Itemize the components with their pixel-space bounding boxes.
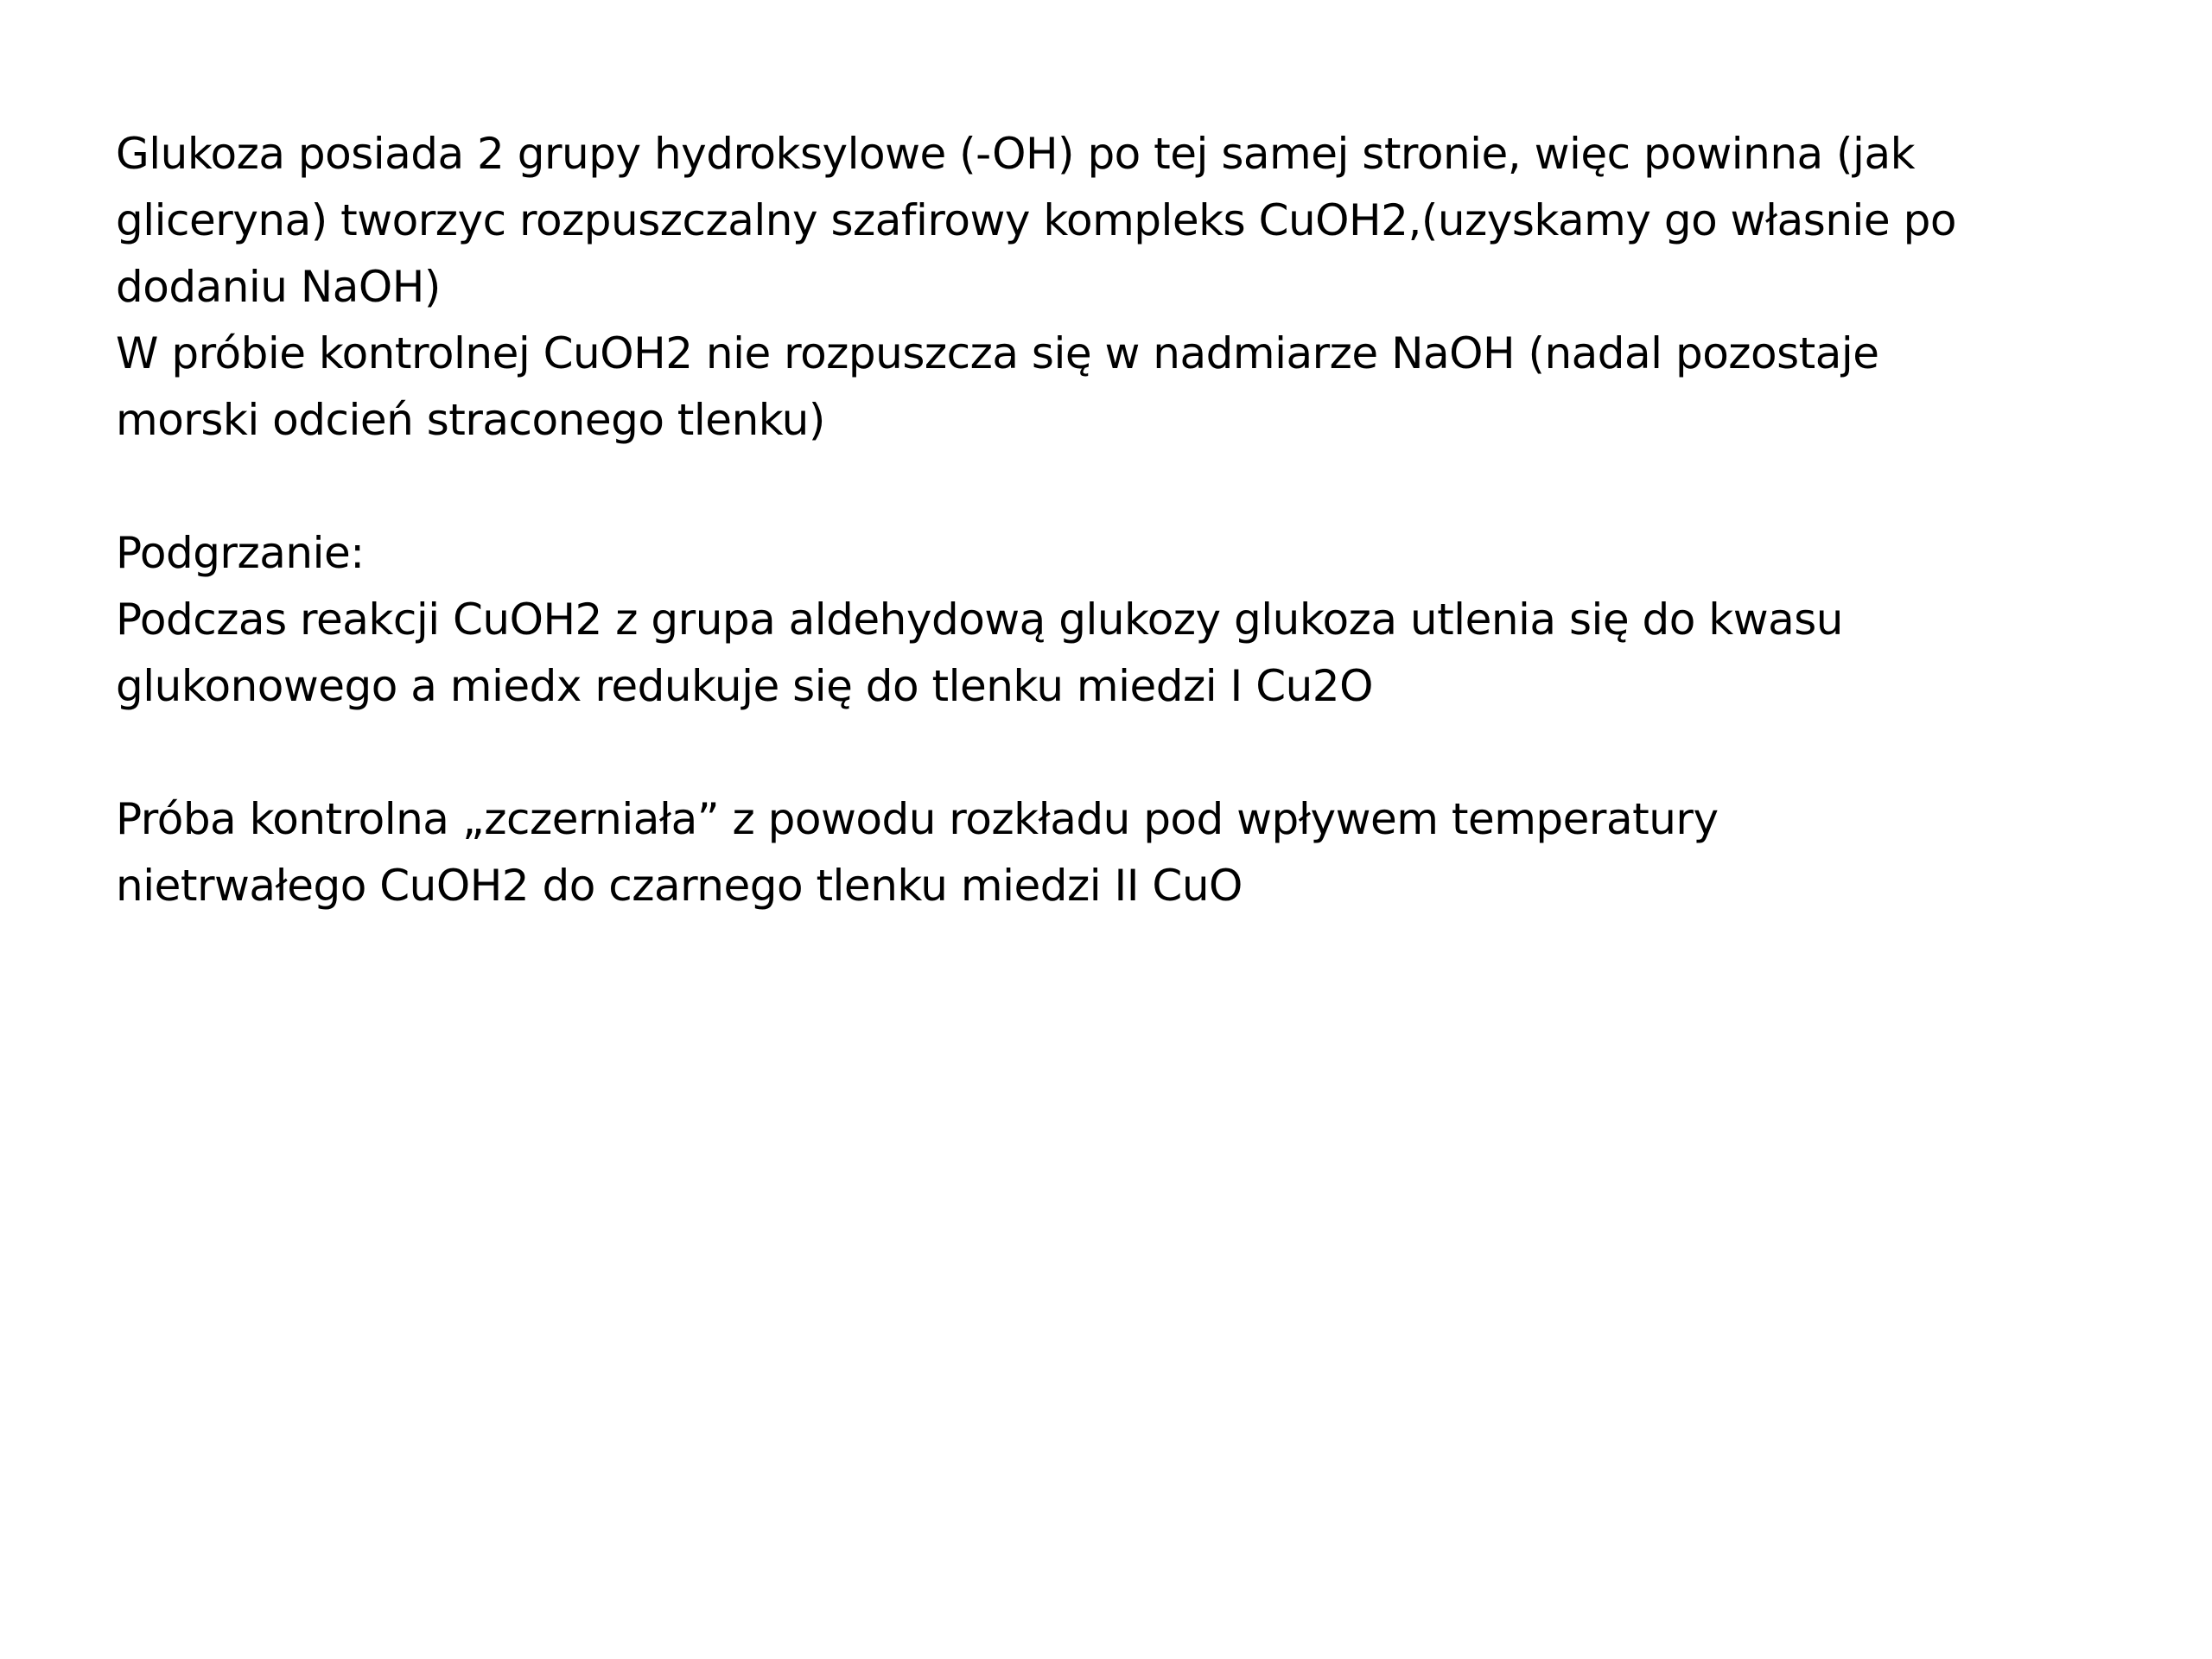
paragraph-glucose-hydroxyl xyxy=(116,121,2129,321)
text-line: Glukoza posiada 2 grupy hydroksylowe (-OH) po tej samej stronie, więc powinna (jak xyxy=(116,129,1916,179)
paragraph-control-sample xyxy=(116,321,2129,454)
text-line: dodaniu NaOH) xyxy=(116,262,441,312)
paragraph-heating-reaction xyxy=(116,587,2129,720)
spacer xyxy=(116,720,2129,786)
text-line: Podczas reakcji CuOH2 z grupa aldehydową glukozy glukoza utlenia się do kwasu xyxy=(116,594,1843,645)
paragraph-heating-heading xyxy=(116,520,2129,587)
text-line: gliceryna) tworzyc rozpuszczalny szafirowy kompleks CuOH2,(uzyskamy go własnie po xyxy=(116,195,1956,245)
text-line: nietrwałego CuOH2 do czarnego tlenku miedzi II CuO xyxy=(116,861,1243,911)
text-line: glukonowego a miedx redukuje się do tlenku miedzi I Cu2O xyxy=(116,661,1373,711)
text-line: Próba kontrolna „zczerniała” z powodu rozkładu pod wpływem temperatury xyxy=(116,794,1719,844)
text-line: W próbie kontrolnej CuOH2 nie rozpuszcza się w nadmiarze NaOH (nadal pozostaje xyxy=(116,328,1879,378)
slide-text-body xyxy=(116,121,2129,919)
text-line: morski odcień straconego tlenku) xyxy=(116,395,825,445)
paragraph-control-blackened xyxy=(116,786,2129,919)
section-heading: Podgrzanie: xyxy=(116,528,365,578)
spacer xyxy=(116,454,2129,520)
